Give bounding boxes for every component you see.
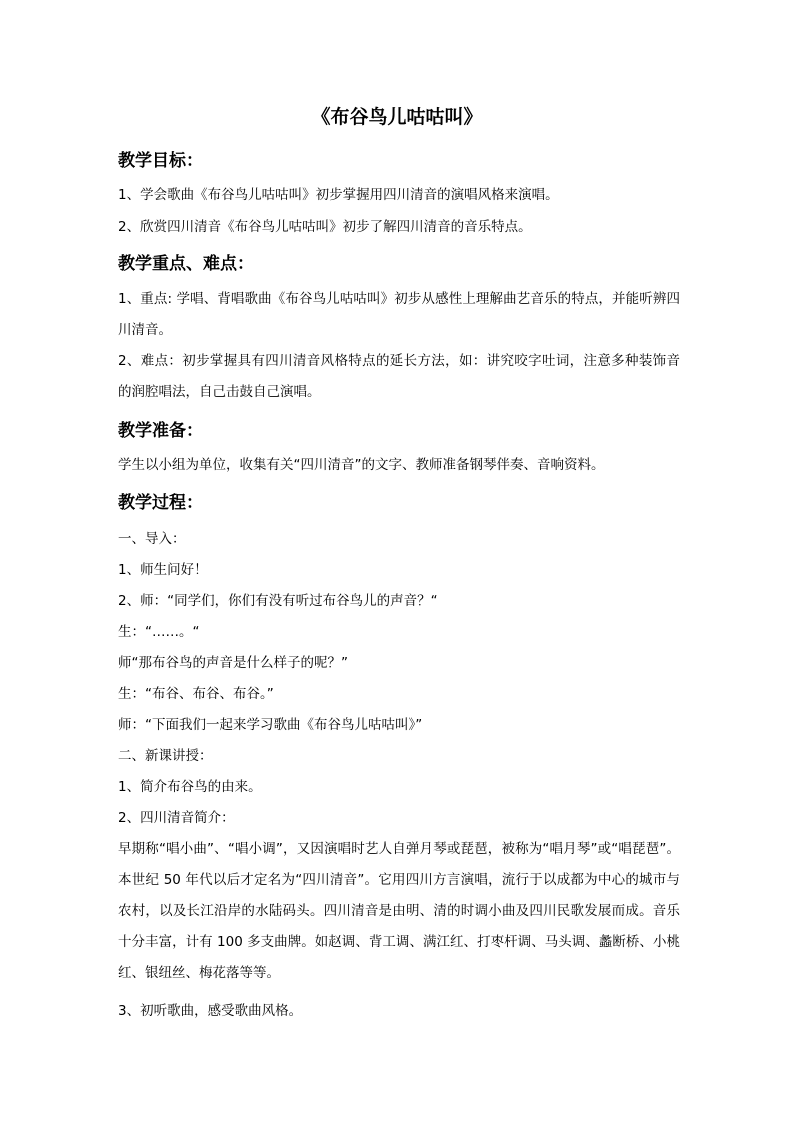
process-line-greeting: 1、师生问好！ — [118, 562, 208, 578]
objective-item-2: 2、欣赏四川清音《布谷鸟儿咕咕叫》初步了解四川清音的音乐特点。 — [118, 219, 532, 235]
preparation-text: 学生以小组为单位，收集有关“四川清音”的文字、教师准备钢琴伴奏、音响资料。 — [118, 457, 605, 473]
process-line-first-listen: 3、初听歌曲，感受歌曲风格。 — [118, 1003, 303, 1019]
process-line-teacher-lead: 师：“下面我们一起来学习歌曲《布谷鸟儿咕咕叫》” — [118, 717, 423, 733]
objective-item-1: 1、学会歌曲《布谷鸟儿咕咕叫》初步掌握用四川清音的演唱风格来演唱。 — [118, 187, 559, 203]
process-line-student-reply: 生：“……。“ — [118, 624, 200, 640]
preparation-heading: 教学准备： — [118, 421, 203, 441]
process-line-bird-origin: 1、简介布谷鸟的由来。 — [118, 779, 262, 795]
key-point-item-2: 2、难点：初步掌握具有四川清音风格特点的延长方法，如：讲究咬字吐词，注意多种装饰音的润腔唱法，自己击鼓自己演唱。 — [118, 353, 680, 400]
process-line-qingyin-intro-heading: 2、四川清音简介： — [118, 810, 235, 826]
objectives-heading: 教学目标： — [118, 151, 203, 171]
qingyin-intro-paragraph: 早期称“唱小曲”、“唱小调”，又因演唱时艺人自弹月琴或琵琶，被称为“唱月琴”或“唱琵琶”。本世纪 50 年代以后才定名为“四川清音”。它用四川方言演唱，流行于以成都为中心的城市与农村，以及长江沿岸的水陆码头。四川清音是由明、清的时调小曲及四川民歌发展而成。音乐十分丰富，计有 100 多支曲牌。如赵调、背工调、满江红、打枣杆调、马头调、蠡断桥、小桃红、银纽丝、梅花落等等。 — [118, 841, 680, 981]
document-title: 《布谷鸟儿咕咕叫》 — [311, 106, 483, 128]
process-line-student-answer: 生：“布谷、布谷、布谷。” — [118, 686, 274, 702]
process-line-teacher-followup: 师“那布谷鸟的声音是什么样子的呢？” — [118, 655, 348, 671]
key-point-item-1: 1、重点: 学唱、背唱歌曲《布谷鸟儿咕咕叫》初步从感性上理解曲艺音乐的特点，并能听辨四川清音。 — [118, 291, 680, 338]
process-line-new-lesson: 二、新课讲授： — [118, 748, 213, 764]
process-line-teacher-question: 2、师：“同学们，你们有没有听过布谷鸟儿的声音？“ — [118, 593, 438, 609]
process-heading: 教学过程： — [118, 493, 203, 513]
process-line-intro: 一、导入： — [118, 531, 186, 547]
key-points-heading: 教学重点、难点： — [118, 254, 254, 274]
